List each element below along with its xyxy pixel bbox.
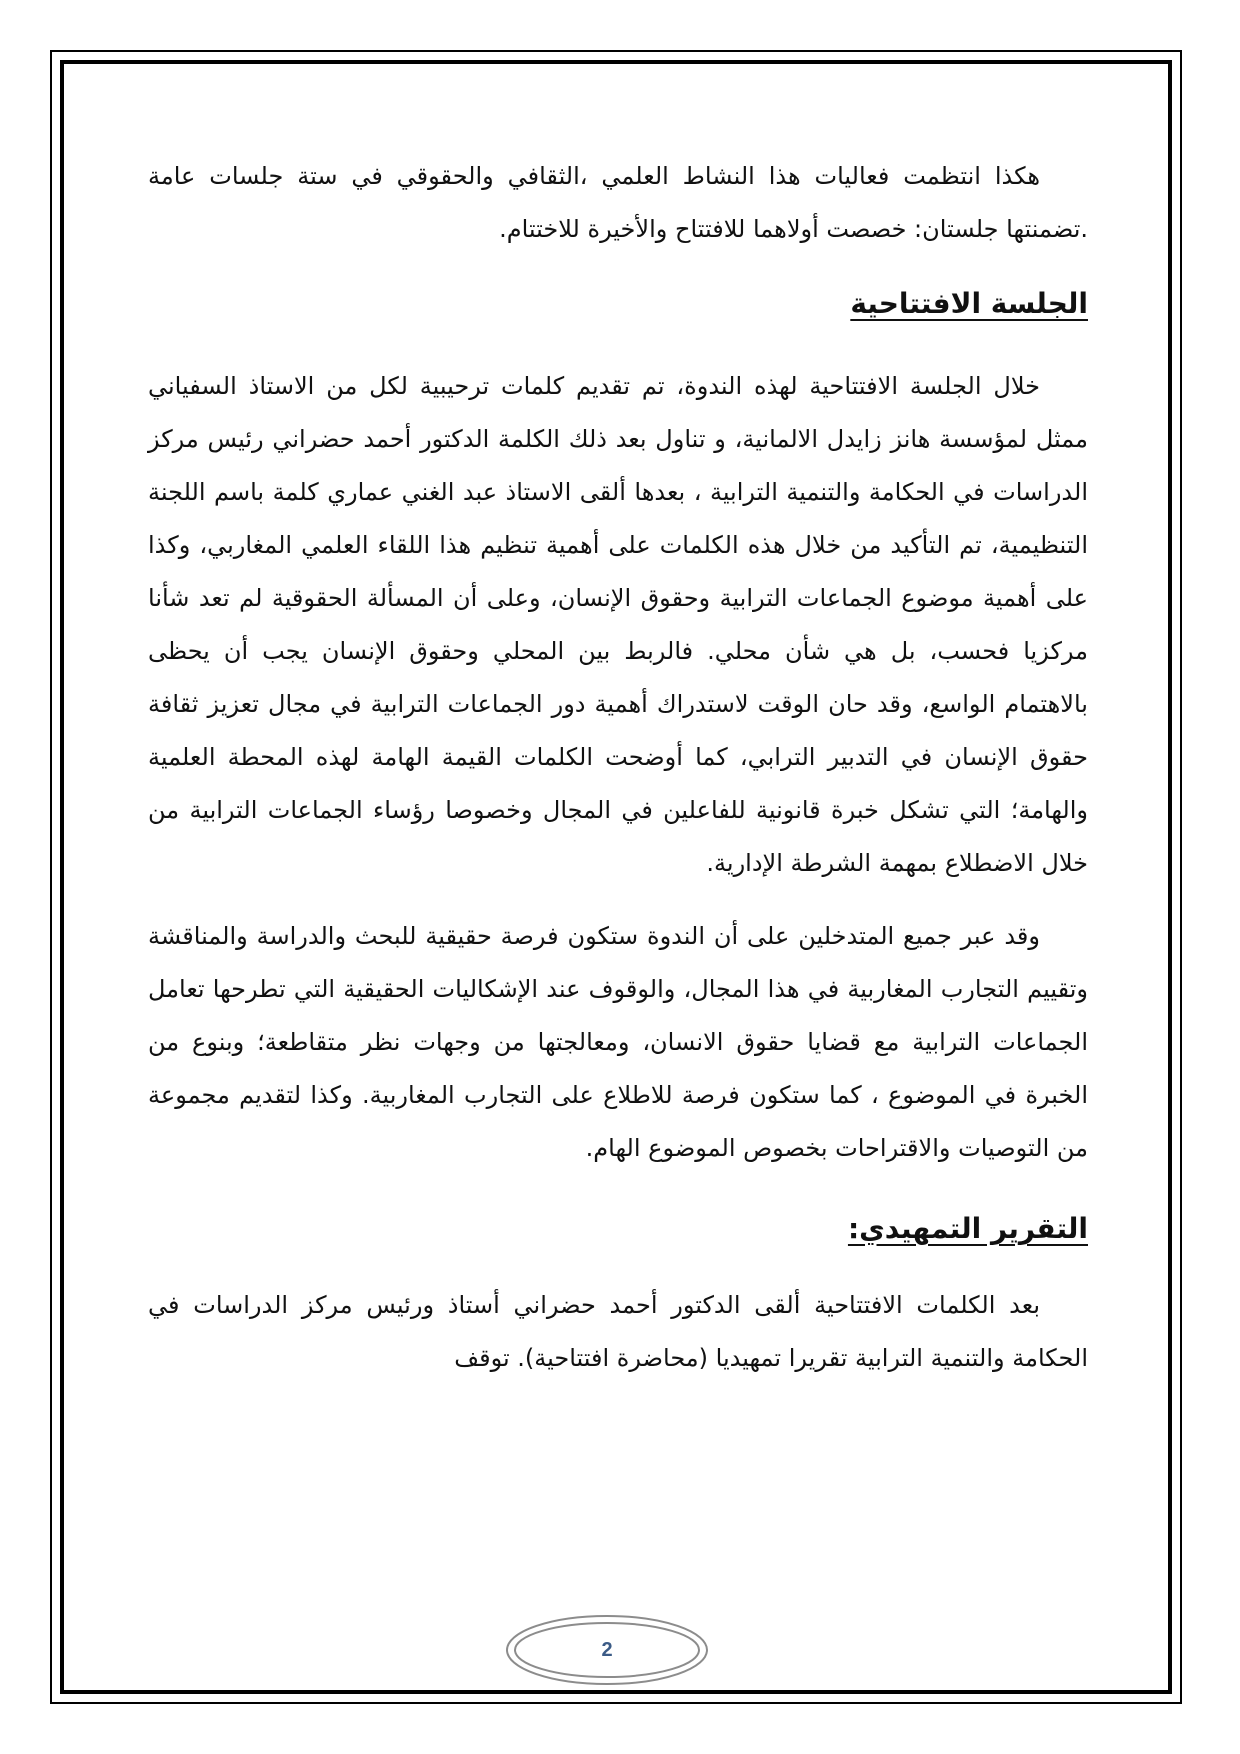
- heading-preliminary-report: التقرير التمهيدي:: [847, 1212, 1088, 1245]
- preliminary-paragraph-1: بعد الكلمات الافتتاحية ألقى الدكتور أحمد حضراني أستاذ ورئيس مركز الدراسات في الحكامة والتنمية الترابية تقريرا تمهيديا (محاضرة افتتاحية). توقف: [148, 1291, 1088, 1372]
- document-body: [148, 150, 1088, 1385]
- heading-opening-session: الجلسة الافتتاحية: [850, 287, 1088, 320]
- page-number-badge: [502, 1610, 712, 1690]
- intro-paragraph: هكذا انتظمت فعاليات هذا النشاط العلمي ،الثقافي والحقوقي في ستة جلسات عامة .تضمنتها جلستان: خصصت أولاهما للافتتاح والأخيرة للاختتام.: [148, 162, 1088, 243]
- page-number: 2: [601, 1639, 613, 1661]
- opening-paragraph-1: خلال الجلسة الافتتاحية لهذه الندوة، تم تقديم كلمات ترحيبية لكل من الاستاذ السفياني ممثل لمؤسسة هانز زايدل الالمانية، و تناول بعد ذلك الكلمة الدكتور أحمد حضراني رئيس مركز الدراسات في الحكامة والتنمية الترابية ، بعدها ألقى الاستاذ عبد الغني عماري كلمة باسم اللجنة التنظيمية، تم التأكيد من خلال هذه الكلمات على أهمية تنظيم هذا اللقاء العلمي المغاربي، وكذا على أهمية موضوع الجماعات الترابية وحقوق الإنسان، وعلى أن المسألة الحقوقية لم تعد شأنا مركزيا فحسب، بل هي شأن محلي. فالربط بين المحلي وحقوق الإنسان يجب أن يحظى بالاهتمام الواسع، وقد حان الوقت لاستدراك أهمية دور الجماعات الترابية في مجال تعزيز ثقافة حقوق الإنسان في التدبير الترابي، كما أوضحت الكلمات القيمة الهامة لهذه المحطة العلمية والهامة؛ التي تشكل خبرة قانونية للفاعلين في المجال وخصوصا رؤساء الجماعات الترابية من خلال الاضطلاع بمهمة الشرطة الإدارية.: [148, 372, 1088, 877]
- opening-paragraph-2: وقد عبر جميع المتدخلين على أن الندوة ستكون فرصة حقيقية للبحث والدراسة والمناقشة وتقييم التجارب المغاربية في هذا المجال، والوقوف عند الإشكاليات الحقيقية التي تطرحها تعامل الجماعات الترابية مع قضايا حقوق الانسان، ومعالجتها من وجهات نظر متقاطعة؛ وبنوع من الخبرة في الموضوع ، كما ستكون فرصة للاطلاع على التجارب المغاربية. وكذا لتقديم مجموعة من التوصيات والاقتراحات بخصوص الموضوع الهام.: [148, 922, 1088, 1162]
